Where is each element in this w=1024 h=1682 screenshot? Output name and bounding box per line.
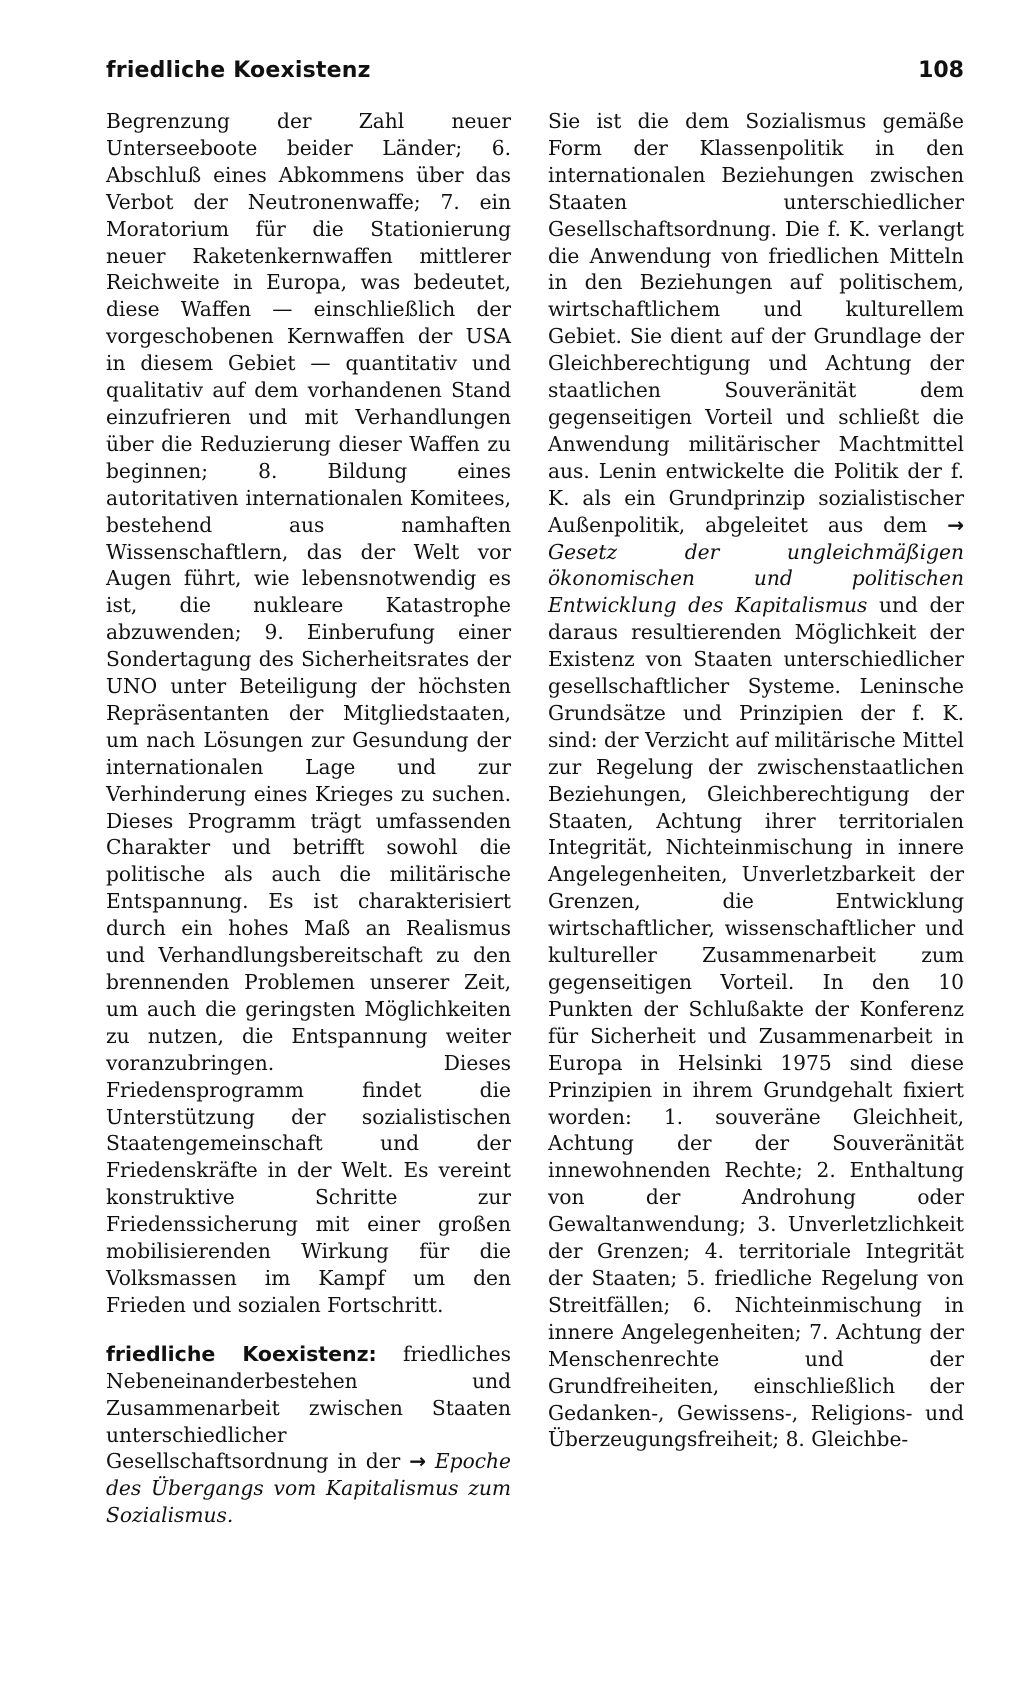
cross-reference-arrow-icon: →: [947, 512, 964, 537]
page-number: 108: [918, 58, 964, 83]
entry-definition: friedliches Nebeneinanderbestehen und Zusammenarbeit zwischen Staaten unterschiedlicher Gesellschaftsordnung in der: [106, 1341, 511, 1474]
running-title: friedliche Koexistenz: [106, 58, 371, 83]
cross-reference-link[interactable]: Gesetz der ungleichmäßigen ökonomischen und politischen Entwicklung des Kapitalismus: [548, 539, 964, 618]
continuation-paragraph: Begrenzung der Zahl neuer Unterseeboote beider Länder; 6. Abschluß eines Abkommens über das Verbot der Neutronenwaffe; 7. ein Moratorium für die Stationierung neuer Raketenkernwaffen mittlerer Reichweite in Europa, was bedeutet, diese Waffen — einschließlich der vorgeschobenen Kernwaffen der USA in diesem Gebiet — quantitativ und qualitativ auf dem vorhandenen Stand einzufrieren und mit Verhandlungen über die Reduzierung dieser Waffen zu beginnen; 8. Bildung eines autoritativen internationalen Komitees, bestehend aus namhaften Wissenschaftlern, das der Welt vor Augen führt, wie lebensnotwendig es ist, die nukleare Katastrophe abzuwenden; 9. Einberufung einer Sondertagung des Sicherheitsrates der UNO unter Beteiligung der höchsten Repräsentanten der Mitgliedstaaten, um nach Lösungen zur Gesundung der internationalen Lage und zur Verhinderung eines Krieges zu suchen. Dieses Programm trägt umfassenden Charakter und betrifft sowohl die politische als auch die militärische Entspannung. Es ist charakterisiert durch ein hohes Maß an Realismus und Verhandlungsbereitschaft zu den brennenden Problemen unserer Zeit, um auch die geringsten Möglichkeiten zu nutzen, die Entspannung weiter voranzubringen. Dieses Friedensprogramm findet die Unterstützung der sozialistischen Staatengemeinschaft und der Friedenskräfte in der Welt. Es vereint konstruktive Schritte zur Friedenssicherung mit einer großen mobilisierenden Wirkung für die Volksmassen im Kampf um den Frieden und sozialen Fortschritt.: [106, 109, 511, 1317]
body-text-part2: und der daraus resultierenden Möglichkeit der Existenz von Staaten unterschiedlicher gesellschaftlicher Systeme. Leninsche Grundsätze und Prinzipien der f. K. sind: der Verzicht auf militärische Mittel zur Regelung der zwischenstaatlichen Beziehungen, Gleichberechtigung der Staaten, Achtung ihrer territorialen Integrität, Nichteinmischung in innere Angelegenheiten, Unverletzbarkeit der Grenzen, die Entwicklung wirtschaftlicher, wissenschaftlicher und kultureller Zusammenarbeit zum gegenseitigen Vorteil. In den 10 Punkten der Schlußakte der Konferenz für Sicherheit und Zusammenarbeit in Europa in Helsinki 1975 sind diese Prinzipien in ihrem Grundgehalt fixiert worden: 1. souveräne Gleichheit, Achtung der der Souveränität innewohnenden Rechte; 2. Enthaltung von der Androhung oder Gewaltanwendung; 3. Unverletzlichkeit der Grenzen; 4. territoriale Integrität der Staaten; 5. friedliche Regelung von Streitfällen; 6. Nichteinmischung in innere Angelegenheiten; 7. Achtung der Menschenrechte und der Grundfreiheiten, einschließlich der Gedanken-, Gewissens-, Religions- und Überzeugungsfreiheit; 8. Gleichbe-: [548, 593, 964, 1452]
left-column: [106, 108, 511, 1529]
page-header: [106, 58, 964, 98]
right-column: [548, 108, 964, 1453]
entry-lemma: friedliche Koexistenz:: [106, 1341, 377, 1366]
body-text-part1: Sie ist die dem Sozialismus gemäße Form der Klassenpolitik in den internationalen Beziehungen zwischen Staaten unterschiedlicher Gesellschaftsordnung. Die f. K. verlangt die Anwendung von friedlichen Mitteln in den Beziehungen auf politischem, wirtschaftlichem und kulturellem Gebiet. Sie dient auf der Grundlage der Gleichberechtigung und Achtung der staatlichen Souveränität dem gegenseitigen Vorteil und schließt die Anwendung militärischer Machtmittel aus. Lenin entwickelte die Politik der f. K. als ein Grundprinzip sozialistischer Außenpolitik, abgeleitet aus dem: [548, 109, 964, 537]
cross-reference-arrow-icon: →: [409, 1449, 427, 1474]
dictionary-entry: [106, 1341, 511, 1529]
cross-reference-link[interactable]: Epoche des Übergangs vom Kapitalismus zum Sozialismus.: [106, 1449, 511, 1528]
entry-body-paragraph: [548, 108, 964, 1453]
